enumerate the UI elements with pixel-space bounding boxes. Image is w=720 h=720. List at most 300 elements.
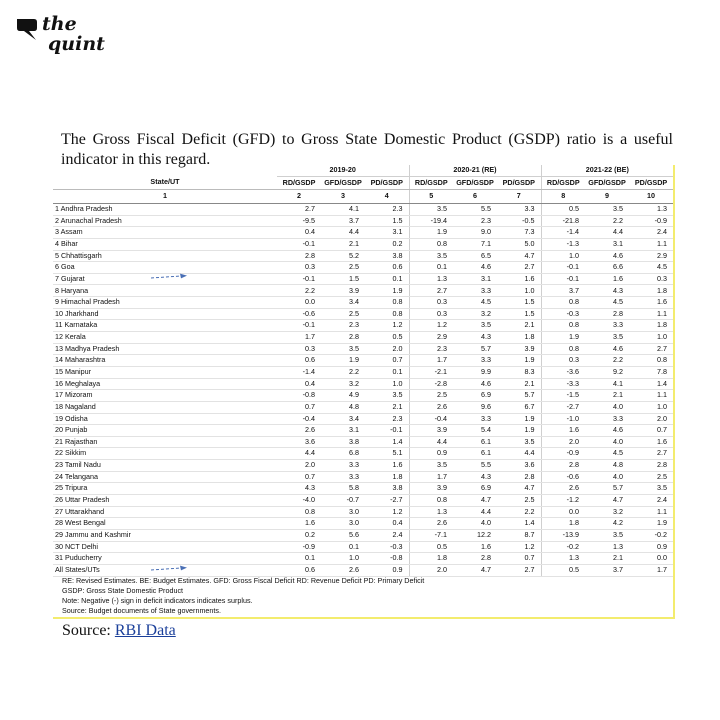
value-cell: 3.8 xyxy=(365,250,409,262)
value-cell: 0.5 xyxy=(409,541,453,553)
value-cell: 4.5 xyxy=(453,297,497,309)
value-cell: 2.8 xyxy=(629,460,673,472)
value-cell: 4.2 xyxy=(585,518,629,530)
value-cell: -0.4 xyxy=(409,413,453,425)
value-cell: 9.6 xyxy=(453,401,497,413)
value-cell: 2.9 xyxy=(409,332,453,344)
value-cell: 1.7 xyxy=(409,355,453,367)
value-cell: 4.6 xyxy=(585,250,629,262)
value-cell: 3.5 xyxy=(585,529,629,541)
value-cell: 1.5 xyxy=(497,308,541,320)
arrow-icon xyxy=(151,565,187,573)
value-cell: -2.7 xyxy=(541,401,585,413)
value-cell: 0.0 xyxy=(541,506,585,518)
table-row xyxy=(53,390,673,402)
value-cell: 5.2 xyxy=(321,250,365,262)
table-row xyxy=(53,506,673,518)
value-cell: 2.4 xyxy=(629,227,673,239)
value-cell: 0.8 xyxy=(541,297,585,309)
value-cell: 3.6 xyxy=(277,436,321,448)
table-row xyxy=(53,308,673,320)
value-cell: 5.5 xyxy=(453,460,497,472)
group-header-row xyxy=(53,165,673,177)
value-cell: 0.8 xyxy=(277,506,321,518)
rbi-data-link[interactable]: RBI Data xyxy=(114,622,176,639)
value-cell: 4.7 xyxy=(497,250,541,262)
value-cell: 1.1 xyxy=(629,506,673,518)
source-line xyxy=(62,621,176,641)
value-cell: 3.8 xyxy=(321,436,365,448)
value-cell: 0.8 xyxy=(541,320,585,332)
state-name-cell: 24 Telangana xyxy=(53,471,277,483)
note-line: RE: Revised Estimates. BE: Budget Estimates. GFD: Gross Fiscal Deficit RD: Revenue Deficit PD: Primary Deficit xyxy=(62,576,425,585)
state-name-cell: 28 West Bengal xyxy=(53,518,277,530)
value-cell: 2.2 xyxy=(585,355,629,367)
table-row xyxy=(53,366,673,378)
value-cell: 2.2 xyxy=(497,506,541,518)
value-cell: -0.1 xyxy=(277,320,321,332)
value-cell: 1.8 xyxy=(629,285,673,297)
value-cell: 2.0 xyxy=(365,343,409,355)
state-name-cell: 11 Karnataka xyxy=(53,320,277,332)
value-cell: 5.0 xyxy=(497,238,541,250)
value-cell: 3.3 xyxy=(585,320,629,332)
value-cell: 3.3 xyxy=(321,460,365,472)
value-cell: 1.9 xyxy=(497,425,541,437)
value-cell: 6.5 xyxy=(453,250,497,262)
value-cell: 1.8 xyxy=(365,471,409,483)
value-cell: -0.2 xyxy=(629,529,673,541)
value-cell: 9.2 xyxy=(585,366,629,378)
value-cell: -2.8 xyxy=(409,378,453,390)
value-cell: 1.9 xyxy=(497,355,541,367)
value-cell: 1.2 xyxy=(365,320,409,332)
logo-text-line1: the xyxy=(42,13,77,35)
value-cell: -3.6 xyxy=(541,366,585,378)
note-line: GSDP: Gross State Domestic Product xyxy=(62,586,184,595)
value-cell: 2.2 xyxy=(277,285,321,297)
value-cell: 2.1 xyxy=(321,238,365,250)
value-cell: 0.0 xyxy=(629,553,673,565)
value-cell: 8.7 xyxy=(497,529,541,541)
column-number: 9 xyxy=(585,190,629,204)
value-cell: 1.4 xyxy=(629,378,673,390)
value-cell: 0.9 xyxy=(365,564,409,576)
state-name-cell: 31 Puducherry xyxy=(53,553,277,565)
value-cell: 1.3 xyxy=(409,273,453,285)
value-cell: 8.3 xyxy=(497,366,541,378)
value-cell: 3.2 xyxy=(585,506,629,518)
table-row xyxy=(53,285,673,297)
state-name-cell: 27 Uttarakhand xyxy=(53,506,277,518)
value-cell: -2.1 xyxy=(409,366,453,378)
value-cell: 2.1 xyxy=(585,390,629,402)
value-cell: 1.6 xyxy=(277,518,321,530)
value-cell: 4.0 xyxy=(585,471,629,483)
value-cell: 1.6 xyxy=(629,297,673,309)
value-cell: 1.3 xyxy=(541,553,585,565)
value-cell: 0.5 xyxy=(365,332,409,344)
value-cell: -0.8 xyxy=(365,553,409,565)
column-number: 5 xyxy=(409,190,453,204)
value-cell: 3.1 xyxy=(365,227,409,239)
value-cell: -21.8 xyxy=(541,215,585,227)
fiscal-indicators-table xyxy=(53,165,673,577)
table-row xyxy=(53,320,673,332)
source-prefix: Source: xyxy=(62,622,115,639)
table-row xyxy=(53,355,673,367)
value-cell: 5.1 xyxy=(365,448,409,460)
sub-header: RD/GSDP xyxy=(277,177,321,190)
value-cell: 2.3 xyxy=(321,320,365,332)
value-cell: 0.3 xyxy=(541,355,585,367)
value-cell: 2.0 xyxy=(277,460,321,472)
column-number: 2 xyxy=(277,190,321,204)
column-number: 1 xyxy=(53,190,277,204)
value-cell: 4.6 xyxy=(585,425,629,437)
value-cell: 1.1 xyxy=(629,308,673,320)
value-cell: 2.5 xyxy=(629,471,673,483)
value-cell: 3.1 xyxy=(453,273,497,285)
value-cell: 4.3 xyxy=(277,483,321,495)
table-row xyxy=(53,553,673,565)
value-cell: 0.7 xyxy=(629,425,673,437)
column-number: 6 xyxy=(453,190,497,204)
table-row xyxy=(53,273,673,285)
table-row xyxy=(53,448,673,460)
value-cell: 4.4 xyxy=(453,506,497,518)
value-cell: -0.7 xyxy=(321,495,365,507)
value-cell: 12.2 xyxy=(453,529,497,541)
value-cell: 0.1 xyxy=(321,541,365,553)
value-cell: 0.5 xyxy=(541,564,585,576)
value-cell: 2.6 xyxy=(541,483,585,495)
value-cell: 2.6 xyxy=(277,425,321,437)
value-cell: 1.2 xyxy=(409,320,453,332)
state-name-cell: 1 Andhra Pradesh xyxy=(53,204,277,216)
value-cell: 2.6 xyxy=(409,401,453,413)
value-cell: 2.0 xyxy=(541,436,585,448)
sub-header: PD/GSDP xyxy=(497,177,541,190)
value-cell: 3.2 xyxy=(453,308,497,320)
value-cell: 2.7 xyxy=(497,262,541,274)
value-cell: -0.9 xyxy=(541,448,585,460)
value-cell: -0.9 xyxy=(629,215,673,227)
table-row xyxy=(53,297,673,309)
value-cell: 1.6 xyxy=(365,460,409,472)
value-cell: 4.7 xyxy=(497,483,541,495)
table-row xyxy=(53,262,673,274)
value-cell: 1.3 xyxy=(629,204,673,216)
value-cell: 2.9 xyxy=(629,250,673,262)
value-cell: 0.6 xyxy=(277,564,321,576)
value-cell: 6.8 xyxy=(321,448,365,460)
state-name-cell: 26 Uttar Pradesh xyxy=(53,495,277,507)
column-number: 4 xyxy=(365,190,409,204)
value-cell: 1.3 xyxy=(585,541,629,553)
value-cell: 4.9 xyxy=(321,390,365,402)
value-cell: 3.9 xyxy=(497,343,541,355)
value-cell: 3.9 xyxy=(409,483,453,495)
fiscal-indicators-table-container xyxy=(53,165,675,619)
state-name-cell: 25 Tripura xyxy=(53,483,277,495)
value-cell: 0.1 xyxy=(365,273,409,285)
value-cell: 3.3 xyxy=(453,355,497,367)
table-row xyxy=(53,483,673,495)
value-cell: -0.3 xyxy=(365,541,409,553)
value-cell: 2.5 xyxy=(321,262,365,274)
value-cell: 1.8 xyxy=(629,320,673,332)
value-cell: 3.3 xyxy=(453,285,497,297)
value-cell: 4.7 xyxy=(453,564,497,576)
value-cell: 0.1 xyxy=(409,262,453,274)
value-cell: 9.0 xyxy=(453,227,497,239)
value-cell: 5.6 xyxy=(321,529,365,541)
group-header-2020-21: 2020-21 (RE) xyxy=(409,165,541,177)
value-cell: 1.5 xyxy=(321,273,365,285)
value-cell: 4.6 xyxy=(453,378,497,390)
value-cell: 0.9 xyxy=(629,541,673,553)
value-cell: -1.3 xyxy=(541,238,585,250)
value-cell: 6.9 xyxy=(453,483,497,495)
value-cell: 0.1 xyxy=(277,553,321,565)
value-cell: 1.0 xyxy=(365,378,409,390)
value-cell: 2.4 xyxy=(629,495,673,507)
sub-header: GFD/GSDP xyxy=(585,177,629,190)
value-cell: 1.9 xyxy=(365,285,409,297)
state-name-cell: 6 Goa xyxy=(53,262,277,274)
value-cell: 6.1 xyxy=(453,448,497,460)
value-cell: 0.2 xyxy=(365,238,409,250)
value-cell: 0.4 xyxy=(277,227,321,239)
table-body xyxy=(53,204,673,577)
value-cell: 1.6 xyxy=(629,436,673,448)
value-cell: 3.3 xyxy=(497,204,541,216)
value-cell: -3.3 xyxy=(541,378,585,390)
value-cell: 1.6 xyxy=(497,273,541,285)
value-cell: -0.1 xyxy=(365,425,409,437)
arrow-icon xyxy=(151,273,187,281)
value-cell: 0.8 xyxy=(629,355,673,367)
value-cell: 1.9 xyxy=(409,227,453,239)
value-cell: 1.1 xyxy=(629,390,673,402)
value-cell: -0.1 xyxy=(541,273,585,285)
table-row xyxy=(53,541,673,553)
state-name-cell: 14 Maharashtra xyxy=(53,355,277,367)
value-cell: 3.4 xyxy=(321,413,365,425)
value-cell: 3.1 xyxy=(585,238,629,250)
column-number: 8 xyxy=(541,190,585,204)
value-cell: 2.1 xyxy=(365,401,409,413)
value-cell: -9.5 xyxy=(277,215,321,227)
sub-header: GFD/GSDP xyxy=(321,177,365,190)
value-cell: -1.4 xyxy=(541,227,585,239)
value-cell: 1.7 xyxy=(409,471,453,483)
state-name-cell: 20 Punjab xyxy=(53,425,277,437)
state-name-cell: 15 Manipur xyxy=(53,366,277,378)
state-name-cell: 10 Jharkhand xyxy=(53,308,277,320)
table-row xyxy=(53,332,673,344)
value-cell: 4.5 xyxy=(629,262,673,274)
table-row xyxy=(53,529,673,541)
value-cell: 4.5 xyxy=(585,297,629,309)
column-number: 7 xyxy=(497,190,541,204)
state-name-cell: 30 NCT Delhi xyxy=(53,541,277,553)
value-cell: 1.2 xyxy=(497,541,541,553)
table-row xyxy=(53,238,673,250)
value-cell: 2.7 xyxy=(497,564,541,576)
value-cell: -0.3 xyxy=(541,308,585,320)
value-cell: 1.7 xyxy=(629,564,673,576)
value-cell: 4.1 xyxy=(585,378,629,390)
value-cell: 1.1 xyxy=(629,238,673,250)
value-cell: 3.2 xyxy=(321,378,365,390)
value-cell: 2.0 xyxy=(629,413,673,425)
note-line: Source: Budget documents of State governments. xyxy=(62,606,222,615)
value-cell: 2.8 xyxy=(453,553,497,565)
value-cell: 0.6 xyxy=(365,262,409,274)
value-cell: 1.0 xyxy=(629,401,673,413)
value-cell: 0.3 xyxy=(277,343,321,355)
value-cell: 1.8 xyxy=(497,332,541,344)
value-cell: -0.1 xyxy=(277,273,321,285)
sub-header: GFD/GSDP xyxy=(453,177,497,190)
value-cell: 3.5 xyxy=(321,343,365,355)
value-cell: 2.0 xyxy=(409,564,453,576)
table-row xyxy=(53,471,673,483)
value-cell: 2.2 xyxy=(585,215,629,227)
table-row xyxy=(53,215,673,227)
value-cell: 3.7 xyxy=(321,215,365,227)
value-cell: 4.3 xyxy=(453,332,497,344)
value-cell: 7.1 xyxy=(453,238,497,250)
state-name-cell: 18 Nagaland xyxy=(53,401,277,413)
value-cell: 2.3 xyxy=(453,215,497,227)
value-cell: 2.3 xyxy=(409,343,453,355)
value-cell: -0.4 xyxy=(277,413,321,425)
value-cell: -0.6 xyxy=(277,308,321,320)
value-cell: -4.0 xyxy=(277,495,321,507)
value-cell: -0.1 xyxy=(541,262,585,274)
column-number: 10 xyxy=(629,190,673,204)
table-row xyxy=(53,495,673,507)
value-cell: 3.5 xyxy=(585,204,629,216)
value-cell: 3.5 xyxy=(453,320,497,332)
value-cell: 2.3 xyxy=(365,413,409,425)
value-cell: 5.7 xyxy=(497,390,541,402)
value-cell: 4.4 xyxy=(321,227,365,239)
value-cell: 4.4 xyxy=(585,227,629,239)
value-cell: 0.7 xyxy=(277,471,321,483)
value-cell: 1.9 xyxy=(321,355,365,367)
value-cell: 3.9 xyxy=(321,285,365,297)
value-cell: 4.5 xyxy=(585,448,629,460)
value-cell: 0.1 xyxy=(365,366,409,378)
sub-header-row xyxy=(53,177,673,190)
table-row xyxy=(53,518,673,530)
state-name-cell: 3 Assam xyxy=(53,227,277,239)
value-cell: 0.8 xyxy=(409,495,453,507)
value-cell: 3.0 xyxy=(321,506,365,518)
value-cell: 1.5 xyxy=(365,215,409,227)
value-cell: 1.9 xyxy=(497,413,541,425)
value-cell: 0.3 xyxy=(277,262,321,274)
group-header-2019-20: 2019-20 xyxy=(277,165,409,177)
state-name-cell: 21 Rajasthan xyxy=(53,436,277,448)
state-name-cell: 7 Gujarat xyxy=(53,273,277,285)
sub-header: PD/GSDP xyxy=(365,177,409,190)
table-row xyxy=(53,343,673,355)
value-cell: -0.5 xyxy=(497,215,541,227)
value-cell: 3.5 xyxy=(409,250,453,262)
value-cell: -19.4 xyxy=(409,215,453,227)
value-cell: -0.1 xyxy=(277,238,321,250)
state-name-cell: 13 Madhya Pradesh xyxy=(53,343,277,355)
value-cell: 2.8 xyxy=(541,460,585,472)
value-cell: -0.8 xyxy=(277,390,321,402)
the-quint-logo xyxy=(14,14,124,64)
value-cell: 3.7 xyxy=(541,285,585,297)
state-name-cell: 16 Meghalaya xyxy=(53,378,277,390)
table-row xyxy=(53,425,673,437)
value-cell: 5.7 xyxy=(453,343,497,355)
value-cell: 2.8 xyxy=(321,332,365,344)
value-cell: 3.4 xyxy=(321,297,365,309)
value-cell: -0.6 xyxy=(541,471,585,483)
value-cell: 4.4 xyxy=(277,448,321,460)
value-cell: 1.0 xyxy=(321,553,365,565)
table-row xyxy=(53,250,673,262)
value-cell: 2.1 xyxy=(497,378,541,390)
value-cell: 1.9 xyxy=(541,332,585,344)
intro-paragraph: The Gross Fiscal Deficit (GFD) to Gross State Domestic Product (GSDP) ratio is a useful indicator in this regard. xyxy=(61,131,673,168)
value-cell: 2.4 xyxy=(365,529,409,541)
value-cell: 0.7 xyxy=(365,355,409,367)
value-cell: 3.5 xyxy=(585,332,629,344)
state-name-cell: 9 Himachal Pradesh xyxy=(53,297,277,309)
value-cell: 0.0 xyxy=(277,297,321,309)
table-row xyxy=(53,378,673,390)
value-cell: 0.7 xyxy=(497,553,541,565)
value-cell: 3.8 xyxy=(365,483,409,495)
column-number: 3 xyxy=(321,190,365,204)
value-cell: 3.3 xyxy=(585,413,629,425)
value-cell: 1.8 xyxy=(541,518,585,530)
value-cell: 1.4 xyxy=(365,436,409,448)
value-cell: 0.6 xyxy=(277,355,321,367)
value-cell: 3.3 xyxy=(453,413,497,425)
value-cell: -1.4 xyxy=(277,366,321,378)
value-cell: 1.0 xyxy=(541,250,585,262)
value-cell: 0.7 xyxy=(277,401,321,413)
column-number-row xyxy=(53,190,673,204)
value-cell: 9.9 xyxy=(453,366,497,378)
state-name-cell: 29 Jammu and Kashmir xyxy=(53,529,277,541)
state-name-cell: 23 Tamil Nadu xyxy=(53,460,277,472)
value-cell: 3.5 xyxy=(409,204,453,216)
table-row xyxy=(53,204,673,216)
state-name-cell: 17 Mizoram xyxy=(53,390,277,402)
value-cell: 1.0 xyxy=(497,285,541,297)
value-cell: 4.8 xyxy=(321,401,365,413)
state-column-header: State/UT xyxy=(53,177,277,190)
sub-header: RD/GSDP xyxy=(409,177,453,190)
state-name-cell: 4 Bihar xyxy=(53,238,277,250)
state-name-cell: 2 Arunachal Pradesh xyxy=(53,215,277,227)
value-cell: 5.8 xyxy=(321,483,365,495)
value-cell: 7.8 xyxy=(629,366,673,378)
value-cell: 2.6 xyxy=(321,564,365,576)
